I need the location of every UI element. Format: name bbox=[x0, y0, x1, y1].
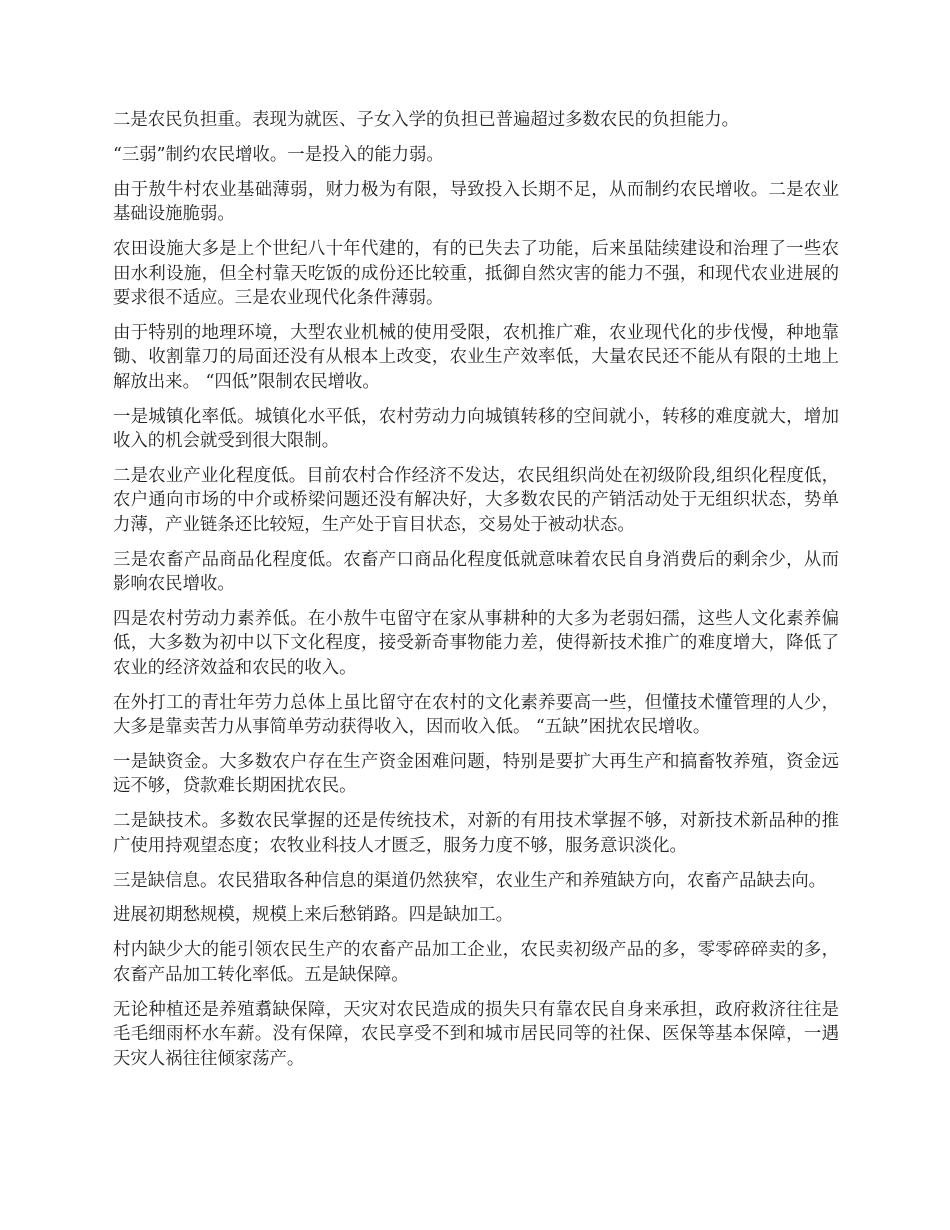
paragraph-1: 二是农民负担重。表现为就医、子女入学的负担已普遍超过多数农民的负担能力。 bbox=[113, 110, 740, 130]
paragraph-5: 由于特别的地理环境，大型农业机械的使用受限，农机推广难，农业现代化的步伐慢，种地靠锄、收割靠刀的局面还没有从根本上改变，农业生产效率低，大量农民还不能从有限的土地上解放出来。 “四低”限制农民增收。 bbox=[113, 322, 839, 392]
paragraph-16: 无论种植还是养殖翥缺保障，天灾对农民造成的损失只有靠农民自身来承担，政府救济往往是毛毛细雨杯水车薪。没有保障，农民享受不到和城市居民同等的社保、医保等基本保障，一遇天灾人祸往往倾家荡产。 bbox=[113, 999, 839, 1069]
paragraph-14: 进展初期愁规模，规模上来后愁销路。四是缺加工。 bbox=[113, 905, 513, 926]
paragraph-10: 在外打工的青壮年劳力总体上虽比留守在农村的文化素养要高一些，但懂技术懂管理的人少，大多是靠卖苦力从事简单劳动获得收入，因而收入低。 “五缺”困扰农民增收。 bbox=[113, 692, 839, 738]
paragraph-9: 四是农村劳动力素养低。在小敖牛屯留守在家从事耕种的大多为老弱妇孺，这些人文化素养偏低，大多数为初中以下文化程度，接受新奇事物能力差，使得新技术推广的难度增大，降低了农业的经济效益和农民的收入。 bbox=[113, 608, 839, 678]
paragraph-8: 三是农畜产品商品化程度低。农畜产口商品化程度低就意味着农民自身消费后的剩余少，从而影响农民增收。 bbox=[113, 549, 839, 594]
paragraph-12: 二是缺技术。多数农民掌握的还是传统技术，对新的有用技术掌握不够，对新技术新品种的推广使用持观望态度；农牧业科技人才匮乏，服务力度不够，服务意识淡化。 bbox=[113, 811, 839, 856]
paragraph-13: 三是缺信息。农民猎取各种信息的渠道仍然狭窄，农业生产和养殖缺方向，农畜产品缺去向。 bbox=[113, 870, 827, 891]
paragraph-2: “三弱”制约农民增收。一是投入的能力弱。 bbox=[113, 144, 444, 165]
paragraph-4: 农田设施大多是上个世纪八十年代建的，有的已失去了功能，后来虽陆续建设和治理了一些农田水利设施，但全村靠天吃饭的成份还比较重，抵御自然灾害的能力不强，和现代农业进展的要求很不适应。三是农业现代化条件薄弱。 bbox=[113, 239, 839, 308]
document-body bbox=[113, 108, 839, 1081]
paragraph-15: 村内缺少大的能引领农民生产的农畜产品加工企业，农民卖初级产品的多，零零碎碎卖的多，农畜产品加工转化率低。五是缺保障。 bbox=[113, 940, 839, 985]
paragraph-11: 一是缺资金。大多数农户存在生产资金困难问题，特别是要扩大再生产和搞畜牧养殖，资金远远不够，贷款难长期困扰农民。 bbox=[113, 751, 839, 797]
paragraph-3: 由于敖牛村农业基础薄弱，财力极为有限，导致投入长期不足，从而制约农民增收。二是农业基础设施脆弱。 bbox=[113, 179, 839, 225]
paragraph-6: 一是城镇化率低。城镇化水平低，农村劳动力向城镇转移的空间就小，转移的难度就大，增加收入的机会就受到很大限制。 bbox=[113, 406, 839, 451]
paragraph-7: 二是农业产业化程度低。目前农村合作经济不发达，农民组织尚处在初级阶段,组织化程度低，农户通向市场的中介或桥梁问题还没有解决好，大多数农民的产销活动处于无组织状态，势单力薄，产业链条还比较短，生产处于盲目状态，交易处于被动状态。 bbox=[113, 465, 839, 535]
